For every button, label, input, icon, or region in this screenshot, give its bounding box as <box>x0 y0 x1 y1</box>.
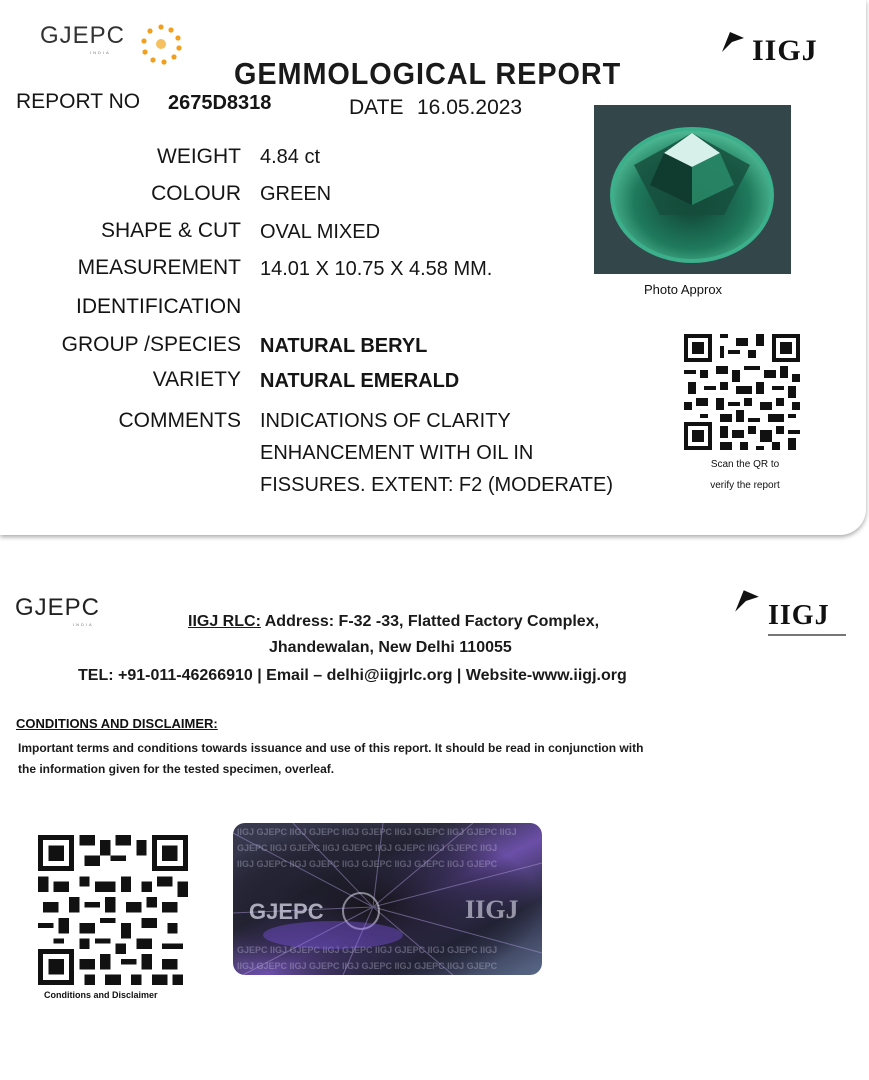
colour-value: GREEN <box>260 183 332 205</box>
hologram-text-gjepc: GJEPC <box>249 899 324 924</box>
address-label: IIGJ RLC: <box>188 613 261 630</box>
variety-value: NATURAL EMERALD <box>260 370 460 392</box>
svg-text:IIGJ GJEPC IIGJ GJEPC IIGJ GJE: IIGJ GJEPC IIGJ GJEPC IIGJ GJEPC IIGJ GJEPC IIGJ GJEPC IIGJ <box>237 827 517 837</box>
back-iigj-logo: IIGJ <box>768 600 830 631</box>
variety-label: VARIETY <box>152 368 241 391</box>
back-gjepc-logo-sub: INDIA <box>73 622 94 627</box>
conditions-line-1: Important terms and conditions towards issuance and use of this report. It should be read in conjunction with <box>18 741 644 755</box>
photo-caption: Photo Approx <box>644 282 723 297</box>
group-species-label: GROUP /SPECIES <box>61 333 241 356</box>
hologram-text-iigj: IIGJ <box>465 895 519 924</box>
address-text: Address: F-32 -33, Flatted Factory Complex, <box>260 613 600 630</box>
comments-label: COMMENTS <box>118 409 241 432</box>
gem-photo <box>594 105 791 274</box>
measurement-value: 14.01 X 10.75 X 4.58 MM. <box>260 258 493 280</box>
gjepc-logo-text: GJEPC <box>40 22 126 49</box>
report-title: GEMMOLOGICAL REPORT <box>234 56 622 91</box>
svg-text:IIGJ GJEPC IIGJ GJEPC IIGJ GJE: IIGJ GJEPC IIGJ GJEPC IIGJ GJEPC IIGJ GJEPC IIGJ GJEPC <box>237 859 498 869</box>
iigj-logo: IIGJ <box>752 34 818 67</box>
gjepc-logo-sub: INDIA <box>90 50 111 55</box>
colour-label: COLOUR <box>151 182 241 205</box>
address-line-2: Jhandewalan, New Delhi 110055 <box>269 639 512 656</box>
back-iigj-diamond-icon <box>733 588 761 614</box>
report-front-card <box>0 0 866 535</box>
verify-qr-code[interactable] <box>684 334 800 450</box>
shape-cut-label: SHAPE & CUT <box>100 219 241 242</box>
back-gjepc-logo <box>15 594 100 627</box>
gjepc-logo <box>40 22 125 55</box>
svg-text:GJEPC IIGJ GJEPC IIGJ GJEPC II: GJEPC IIGJ GJEPC IIGJ GJEPC IIGJ GJEPC IIGJ GJEPC IIGJ <box>237 843 498 853</box>
identification-label: IDENTIFICATION <box>76 295 242 318</box>
report-no-label: REPORT NO <box>16 90 141 113</box>
svg-text:GJEPC IIGJ GJEPC IIGJ GJEPC II: GJEPC IIGJ GJEPC IIGJ GJEPC IIGJ GJEPC IIGJ GJEPC IIGJ <box>237 945 498 955</box>
svg-text:IIGJ GJEPC IIGJ GJEPC IIGJ GJE: IIGJ GJEPC IIGJ GJEPC IIGJ GJEPC IIGJ GJEPC IIGJ GJEPC <box>237 961 498 971</box>
sun-emblem-icon <box>136 21 186 67</box>
weight-label: WEIGHT <box>157 145 241 168</box>
shape-cut-value: OVAL MIXED <box>260 221 381 243</box>
back-gjepc-logo-text: GJEPC <box>15 594 101 621</box>
comments-line-2: ENHANCEMENT WITH OIL IN <box>260 442 534 464</box>
measurement-label: MEASUREMENT <box>77 256 241 279</box>
conditions-line-2: the information given for the tested specimen, overleaf. <box>18 762 335 776</box>
report-no-value: 2675D8318 <box>168 92 272 114</box>
address-line-1 <box>188 613 599 631</box>
conditions-qr-code[interactable] <box>38 835 188 985</box>
emerald-gem-icon <box>594 105 791 274</box>
conditions-qr-caption: Conditions and Disclaimer <box>44 990 158 1000</box>
date-value: 16.05.2023 <box>417 96 523 119</box>
security-hologram <box>233 823 542 975</box>
comments-line-1: INDICATIONS OF CLARITY <box>260 410 511 432</box>
group-species-value: NATURAL BERYL <box>260 335 428 357</box>
contact-line: TEL: +91-011-46266910 | Email – delhi@iigjrlc.org | Website-www.iigj.org <box>78 667 627 684</box>
comments-line-3: FISSURES. EXTENT: F2 (MODERATE) <box>260 474 613 496</box>
conditions-title: CONDITIONS AND DISCLAIMER: <box>16 716 218 731</box>
iigj-diamond-icon <box>720 30 746 54</box>
iigj-logo-underline <box>768 634 846 636</box>
qr-caption-line-1: Scan the QR to <box>710 459 780 470</box>
qr-caption-line-2: verify the report <box>710 480 780 491</box>
date-label: DATE <box>349 96 404 119</box>
weight-value: 4.84 ct <box>260 146 321 168</box>
